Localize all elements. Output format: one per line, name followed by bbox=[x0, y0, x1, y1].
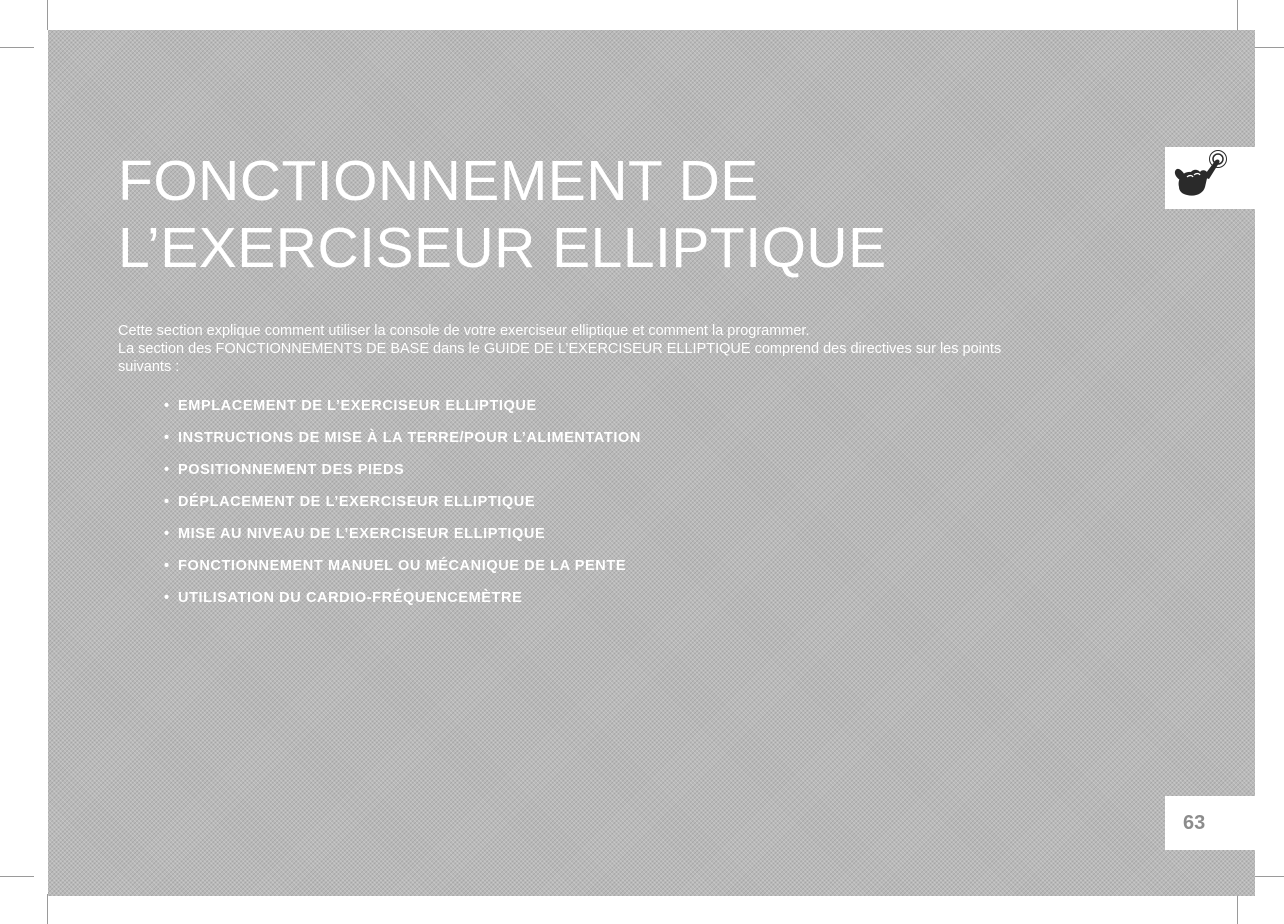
bullet-icon: • bbox=[164, 430, 170, 446]
crop-mark bbox=[47, 0, 48, 30]
list-item-text: DÉPLACEMENT DE L’EXERCISEUR ELLIPTIQUE bbox=[178, 494, 536, 510]
list-item-text: POSITIONNEMENT DES PIEDS bbox=[178, 462, 405, 478]
topic-list bbox=[164, 396, 641, 620]
intro-line-2: La section des FONCTIONNEMENTS DE BASE dans le GUIDE DE L’EXERCISEUR ELLIPTIQUE comprend des directives sur les points bbox=[118, 341, 1002, 357]
bullet-icon: • bbox=[164, 558, 170, 574]
bullet-icon: • bbox=[164, 462, 170, 478]
document-page bbox=[48, 30, 1255, 896]
page-title bbox=[118, 148, 887, 282]
crop-mark bbox=[47, 894, 48, 924]
crop-mark bbox=[1237, 0, 1238, 30]
list-item-text: UTILISATION DU CARDIO-FRÉQUENCEMÈTRE bbox=[178, 590, 523, 606]
crop-mark bbox=[1250, 47, 1284, 48]
list-item bbox=[164, 524, 641, 556]
intro-line-3: suivants : bbox=[118, 359, 180, 375]
section-tab bbox=[1165, 147, 1255, 209]
page-title-line-2: L’EXERCISEUR ELLIPTIQUE bbox=[118, 216, 887, 280]
list-item bbox=[164, 428, 641, 460]
list-item-text: MISE AU NIVEAU DE L’EXERCISEUR ELLIPTIQUE bbox=[178, 526, 546, 542]
list-item bbox=[164, 556, 641, 588]
bullet-icon: • bbox=[164, 590, 170, 606]
crop-mark bbox=[1237, 894, 1238, 924]
list-item-text: FONCTIONNEMENT MANUEL OU MÉCANIQUE DE LA PENTE bbox=[178, 558, 627, 574]
list-item-text: EMPLACEMENT DE L’EXERCISEUR ELLIPTIQUE bbox=[178, 398, 537, 414]
list-item bbox=[164, 460, 641, 492]
intro-line-1: Cette section explique comment utiliser la console de votre exerciseur elliptique et comment la programmer. bbox=[118, 323, 810, 339]
intro-paragraph bbox=[118, 322, 1088, 376]
bullet-icon: • bbox=[164, 494, 170, 510]
list-item bbox=[164, 588, 641, 620]
page-title-line-1: FONCTIONNEMENT DE bbox=[118, 149, 759, 213]
crop-mark bbox=[1250, 876, 1284, 877]
crop-mark bbox=[0, 47, 34, 48]
list-item bbox=[164, 492, 641, 524]
list-item-text: INSTRUCTIONS DE MISE À LA TERRE/POUR L’ALIMENTATION bbox=[178, 430, 641, 446]
bullet-icon: • bbox=[164, 526, 170, 542]
page-number: 63 bbox=[1165, 796, 1255, 850]
bullet-icon: • bbox=[164, 398, 170, 414]
crop-mark bbox=[0, 876, 34, 877]
hand-pointer-icon bbox=[1165, 147, 1255, 209]
list-item bbox=[164, 396, 641, 428]
